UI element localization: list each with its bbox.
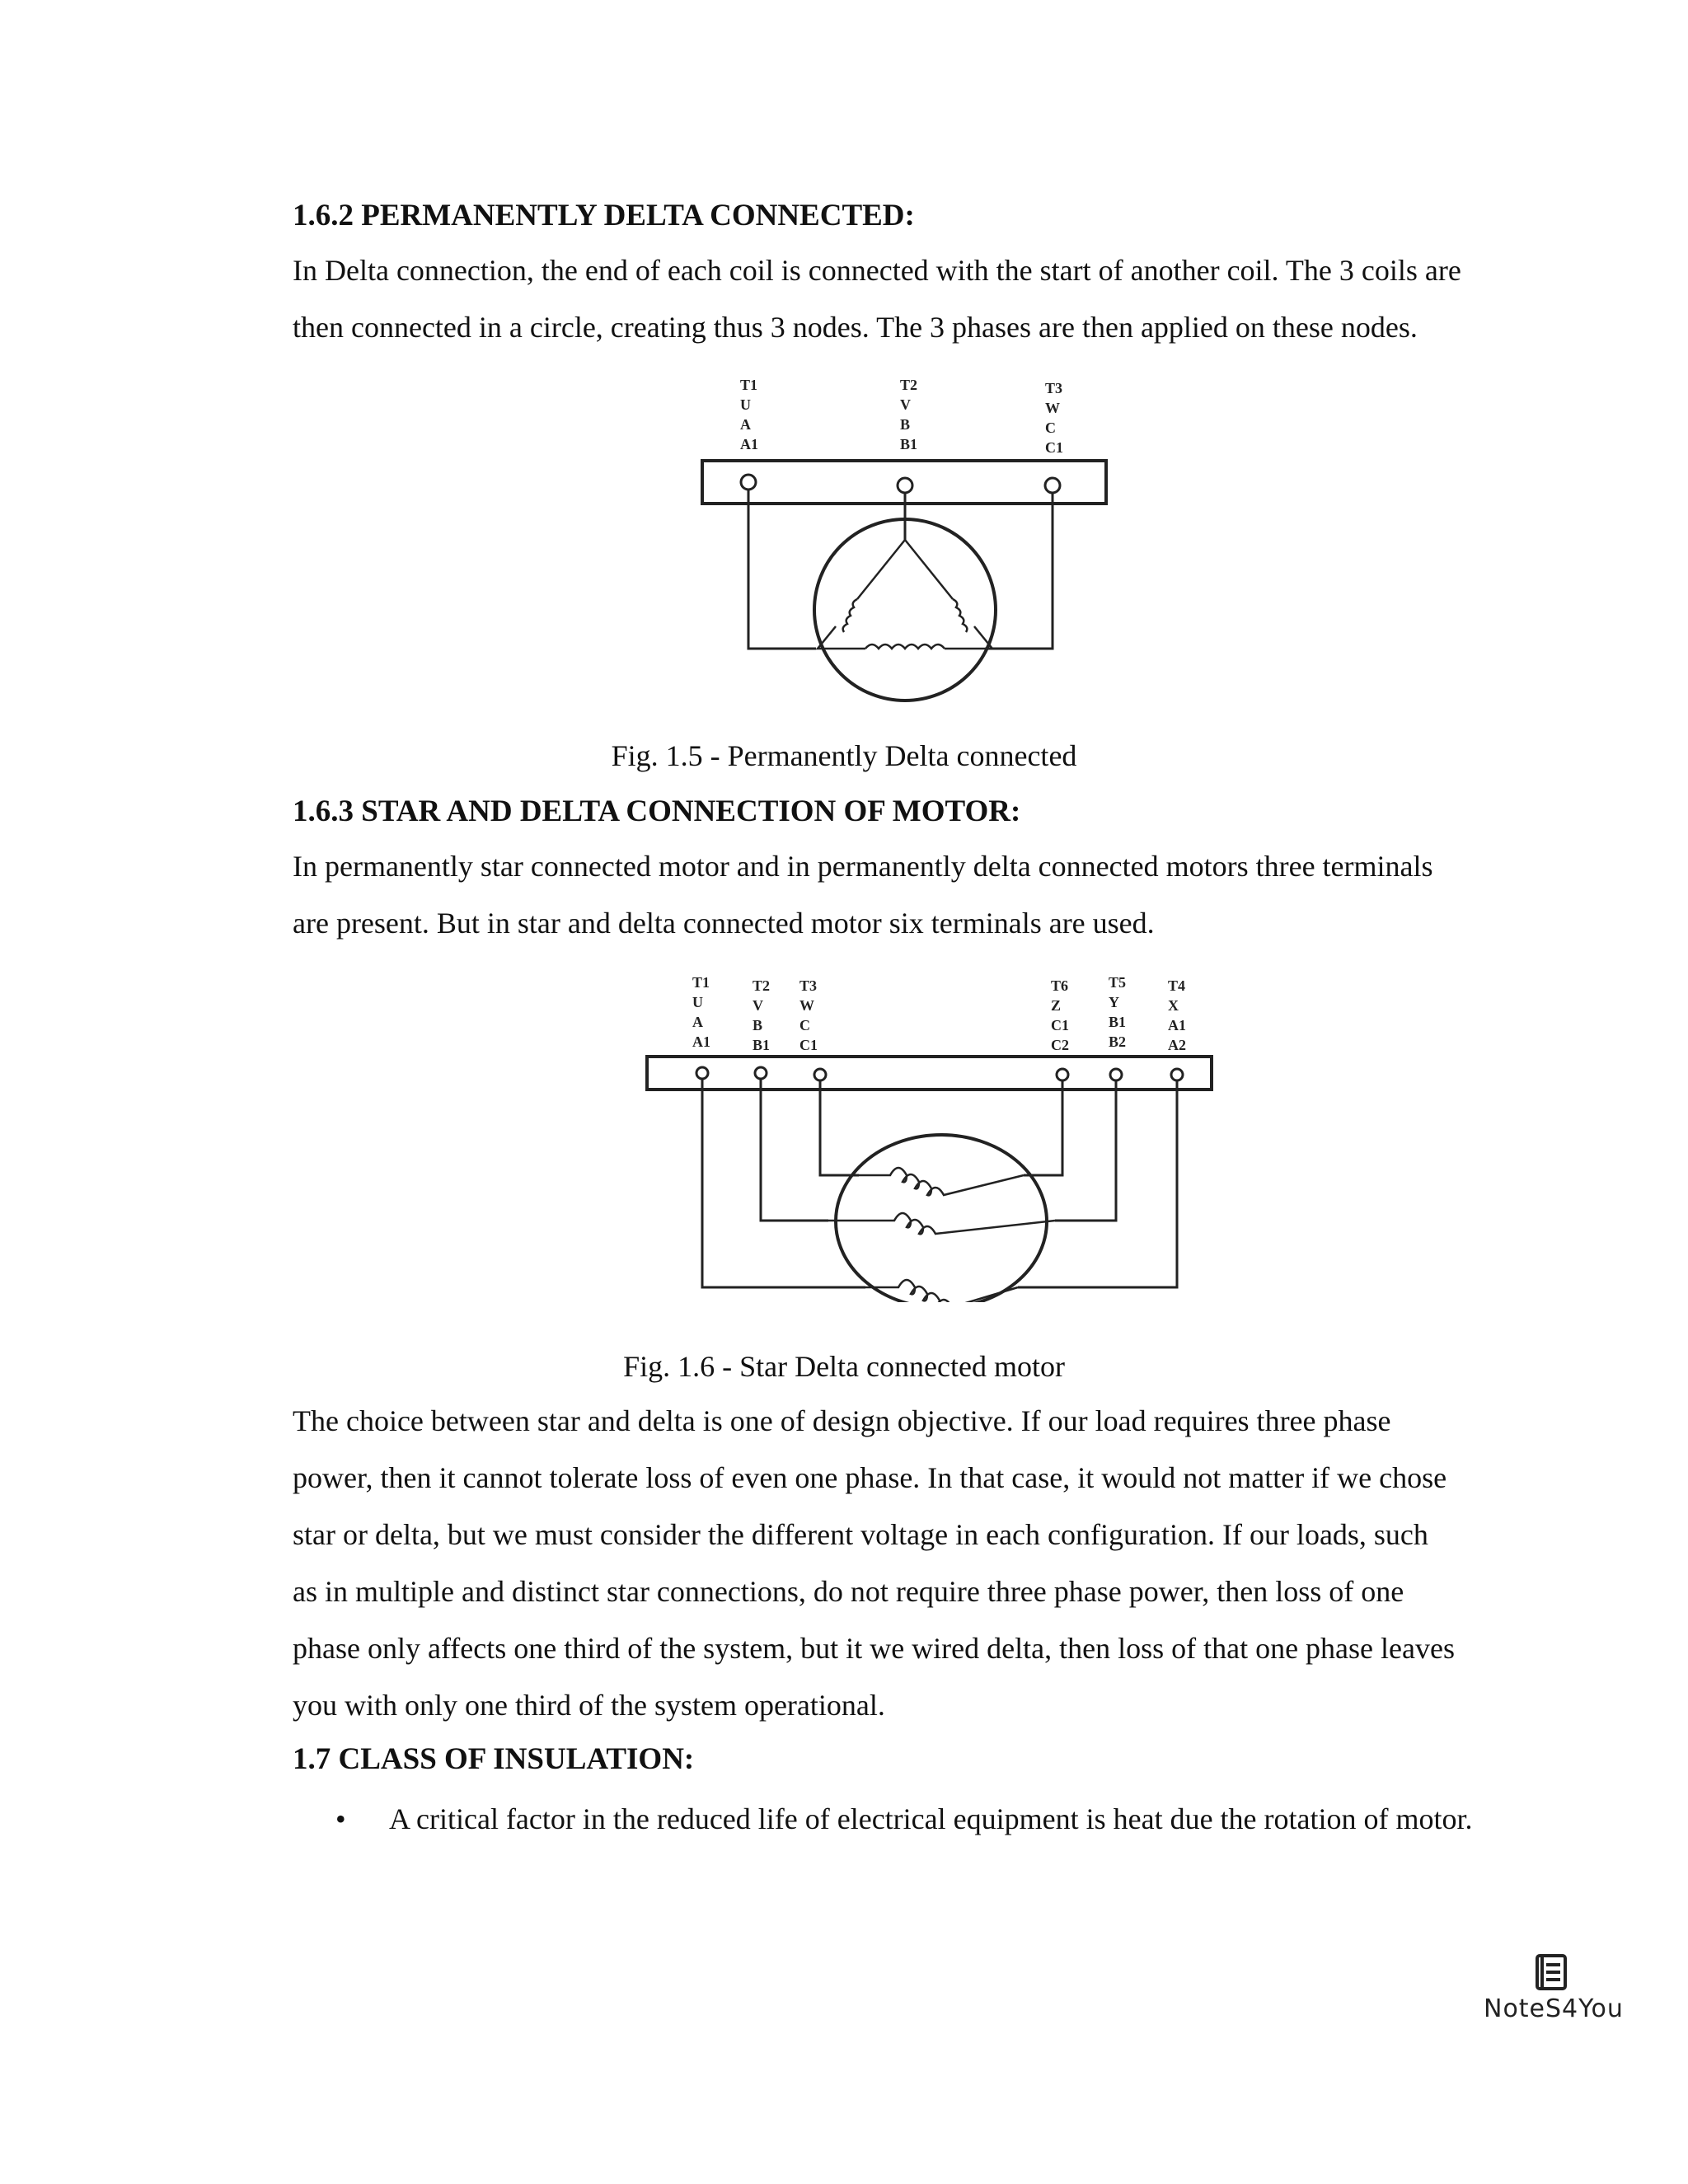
fig16-t6-label: T6 [1051, 977, 1069, 994]
fig16-t5-label: T5 [1109, 974, 1127, 991]
fig16-terminal-1 [696, 1067, 708, 1079]
fig16-t3-l2: C [799, 1017, 810, 1033]
para-delta-line2: then connected in a circle, creating thus 3 nodes. The 3 phases are then applied on these nodes. [293, 311, 1418, 344]
fig15-terminal-1 [741, 475, 756, 490]
fig16-t4-l3: A2 [1168, 1037, 1186, 1053]
fig15-t2-label: T2 [900, 377, 918, 393]
fig16-terminal-6 [1057, 1069, 1068, 1080]
para-star-delta-line1: In permanently star connected motor and in permanently delta connected motors three terminals [293, 850, 1433, 883]
fig16-t1-l1: U [692, 994, 703, 1010]
fig16-terminal-3 [814, 1069, 826, 1080]
heading-1-7: 1.7 CLASS OF INSULATION: [293, 1742, 695, 1776]
fig16-terminal-box [647, 1057, 1212, 1090]
fig16-t2-label: T2 [753, 977, 771, 994]
para-delta-line1: In Delta connection, the end of each coil is connected with the start of another coil. The 3 coils are [293, 254, 1461, 287]
bullet-symbol: • [335, 1802, 346, 1835]
para-choice-line5: phase only affects one third of the system, but it we wired delta, then loss of that one phase leaves [293, 1632, 1455, 1665]
fig15-t3-l2: C [1045, 419, 1056, 436]
fig15-t1-label: T1 [740, 377, 758, 393]
fig16-t3-label: T3 [799, 977, 818, 994]
fig15-t3-l3: C1 [1045, 439, 1063, 456]
fig16-motor-circle [836, 1135, 1047, 1302]
heading-1-6-2: 1.6.2 PERMANENTLY DELTA CONNECTED: [293, 199, 915, 232]
fig15-delta-windings [818, 540, 992, 649]
fig16-t2-l2: B [753, 1017, 763, 1033]
heading-1-6-3: 1.6.3 STAR AND DELTA CONNECTION OF MOTOR: [293, 794, 1021, 828]
fig16-t3-l3: C1 [799, 1037, 818, 1053]
fig16-t5-l2: B1 [1109, 1014, 1127, 1030]
para-choice-line2: power, then it cannot tolerate loss of even one phase. In that case, it would not matter if we chose [293, 1461, 1447, 1494]
para-choice-line3: star or delta, but we must consider the different voltage in each configuration. If our loads, such [293, 1518, 1428, 1551]
fig16-t5-l1: Y [1109, 994, 1119, 1010]
fig15-t1-l3: A1 [740, 436, 758, 452]
fig15-wires [748, 490, 1053, 649]
figure-star-delta-connection [643, 972, 1220, 1302]
fig16-caption: Fig. 1.6 - Star Delta connected motor [623, 1350, 1065, 1383]
fig15-terminal-labels [740, 377, 1063, 456]
fig15-t2-l2: B [900, 416, 911, 433]
fig15-t3-label: T3 [1045, 380, 1063, 396]
para-choice-line4: as in multiple and distinct star connections, do not require three phase power, then loss of one [293, 1575, 1404, 1608]
fig16-wires [702, 1079, 1177, 1287]
fig16-t6-l3: C2 [1051, 1037, 1069, 1053]
fig15-terminal-2 [898, 478, 912, 493]
fig16-t1-l3: A1 [692, 1033, 710, 1050]
fig15-t1-l1: U [740, 396, 751, 413]
bullet-text: A critical factor in the reduced life of electrical equipment is heat due the rotation of motor. [389, 1802, 1473, 1835]
fig16-t4-l1: X [1168, 997, 1179, 1014]
fig16-coils [828, 1168, 1055, 1302]
fig16-t1-label: T1 [692, 974, 710, 991]
fig16-t2-l1: V [753, 997, 763, 1014]
para-choice-line6: you with only one third of the system operational. [293, 1689, 885, 1722]
brand-logo-text: NoteS4You [1484, 1994, 1624, 2023]
fig16-terminal-5 [1110, 1069, 1122, 1080]
fig16-terminal-4 [1171, 1069, 1183, 1080]
fig16-terminal-labels [692, 974, 1186, 1053]
fig16-t2-l3: B1 [753, 1037, 771, 1053]
fig16-t5-l3: B2 [1109, 1033, 1127, 1050]
fig15-t2-l3: B1 [900, 436, 918, 452]
fig15-terminal-3 [1045, 478, 1060, 493]
fig16-terminal-2 [755, 1067, 767, 1079]
fig16-t6-l2: C1 [1051, 1017, 1069, 1033]
figure-delta-connection [692, 375, 1121, 721]
fig16-t6-l1: Z [1051, 997, 1062, 1014]
fig15-caption: Fig. 1.5 - Permanently Delta connected [611, 739, 1077, 772]
fig15-t2-l1: V [900, 396, 911, 413]
fig16-t1-l2: A [692, 1014, 703, 1030]
para-star-delta-line2: are present. But in star and delta connected motor six terminals are used. [293, 907, 1155, 940]
fig15-t1-l2: A [740, 416, 751, 433]
fig15-motor-circle [814, 519, 996, 701]
fig16-t4-label: T4 [1168, 977, 1186, 994]
fig16-t3-l1: W [799, 997, 814, 1014]
para-choice-line1: The choice between star and delta is one of design objective. If our load requires three phase [293, 1404, 1391, 1437]
fig15-t3-l1: W [1045, 400, 1060, 416]
fig16-t4-l2: A1 [1168, 1017, 1186, 1033]
